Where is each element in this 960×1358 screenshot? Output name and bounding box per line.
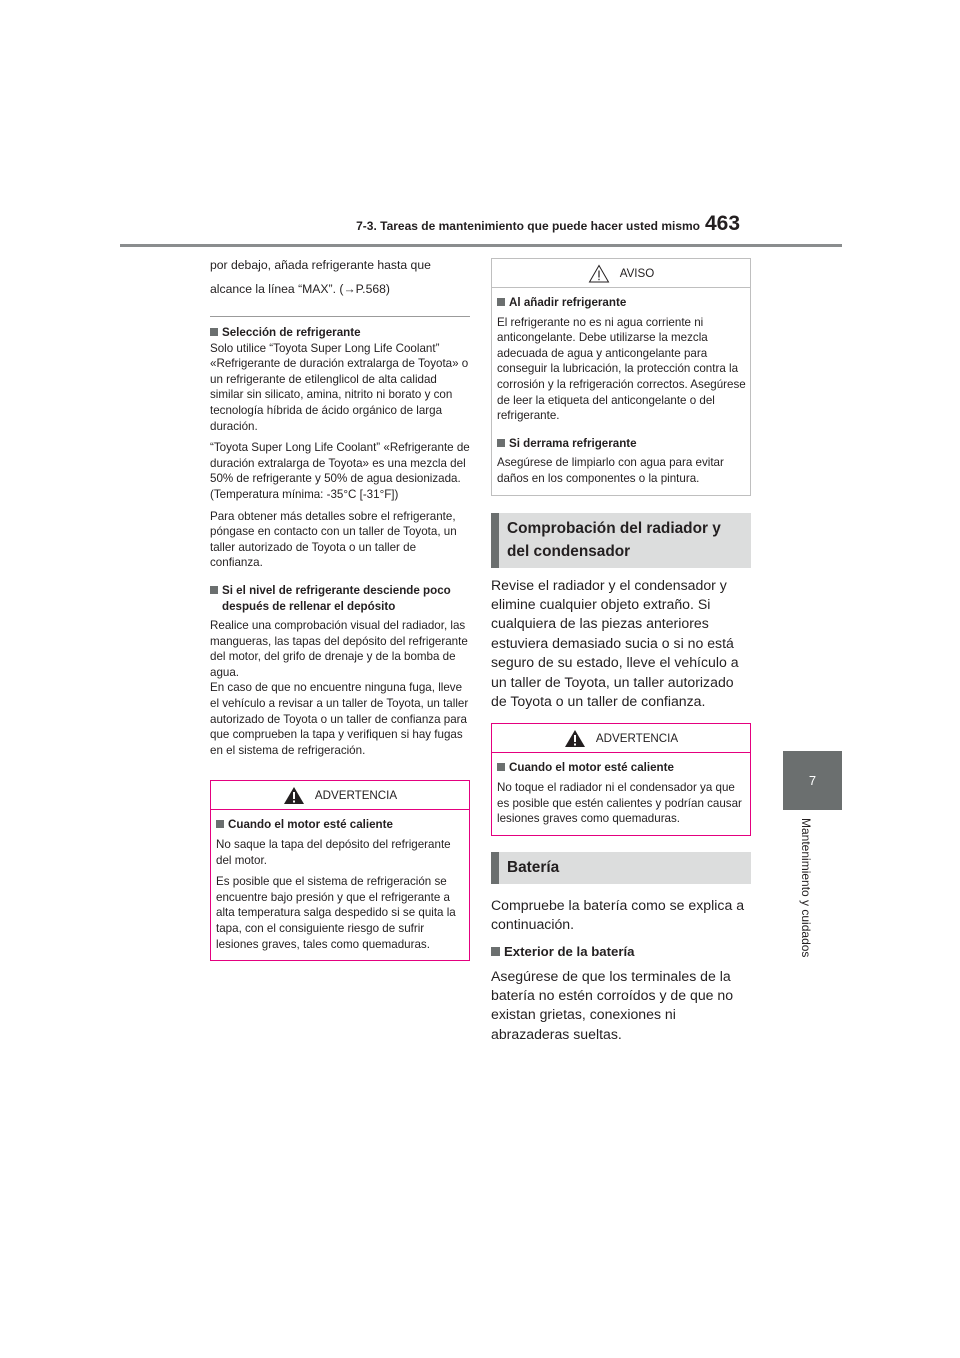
- notice-box-body: [492, 288, 750, 495]
- running-header: 7-3. Tareas de mantenimiento que puede hacer usted mismo: [356, 219, 700, 233]
- coolant-drop-heading: Si el nivel de refrigerante desciende poco después de rellenar el depósito: [210, 583, 470, 614]
- intro-line-1: por debajo, añada refrigerante hasta que: [210, 258, 431, 272]
- battery-exterior-heading: Exterior de la batería: [491, 943, 751, 961]
- notice-box: [491, 258, 751, 496]
- notice-heading-1: Al añadir refrigerante: [497, 295, 746, 311]
- warning-heading: Cuando el motor esté caliente: [216, 817, 465, 833]
- square-bullet-icon: [497, 439, 505, 447]
- chapter-side-label: Mantenimiento y cuidados: [799, 818, 813, 958]
- warning-box-body: [211, 810, 469, 960]
- notice-box-header: [492, 259, 750, 288]
- warning-box-right-body: [492, 753, 750, 834]
- right-column: [491, 258, 751, 1044]
- coolant-drop-p2: En caso de que no encuentre ninguna fuga, lleve el vehículo a revisar a un taller de Toyota, un taller autorizado de Toyota o un taller de confianza para que comprueben la tapa y verifiquen si hay fugas en el sistema de refrigeración.: [210, 681, 469, 757]
- left-column: [210, 256, 470, 961]
- square-bullet-icon: [210, 586, 218, 594]
- coolant-selection-p1: Solo utilice “Toyota Super Long Life Coolant” «Refrigerante de duración extralarga de Toyota» o un refrigerante de etilenglicol de alta calidad similar sin silicato, amina, nitrito ni borato y con tecnología híbrida de ácido orgánico de larga duración.: [210, 341, 469, 433]
- radiator-section-heading: Comprobación del radiador y del condensador: [491, 513, 751, 568]
- coolant-drop-p1: Realice una comprobación visual del radiador, las mangueras, las tapas del depósito del refrigerante del motor, del grifo de drenaje y de la bomba de agua.: [210, 619, 468, 679]
- warning-p1: No saque la tapa del depósito del refrigerante del motor.: [216, 838, 451, 867]
- square-bullet-icon: [216, 820, 224, 828]
- battery-section-heading: Batería: [491, 852, 751, 884]
- square-bullet-icon: [497, 298, 505, 306]
- battery-body: Asegúrese de que los terminales de la batería no estén corroídos y de que no existan grietas, conexiones ni abrazaderas sueltas.: [491, 967, 734, 1042]
- warning-triangle-icon: [283, 786, 305, 805]
- warning-label-right: ADVERTENCIA: [595, 731, 679, 745]
- notice-p2: Asegúrese de limpiarlo con agua para evitar daños en los componentes o la pintura.: [497, 456, 724, 485]
- coolant-selection-heading: Selección de refrigerante: [210, 325, 470, 341]
- chapter-tab: 7: [783, 751, 842, 810]
- column-divider: [210, 316, 470, 317]
- warning-triangle-icon: [564, 729, 586, 748]
- intro-line-2: alcance la línea “MAX”. (→P.568): [210, 281, 390, 296]
- warning-box: [210, 780, 470, 961]
- warning-p2: Es posible que el sistema de refrigeración se encuentre bajo presión y que el refrigerante a alta temperatura salga despedido si se quita la tapa, con el consiguiente riesgo de sufrir lesiones graves, tales como quemaduras.: [216, 875, 456, 951]
- caution-triangle-icon: [588, 264, 610, 283]
- warning-right-heading: Cuando el motor esté caliente: [497, 760, 746, 776]
- warning-label: ADVERTENCIA: [314, 788, 398, 802]
- notice-label: AVISO: [619, 266, 655, 280]
- square-bullet-icon: [497, 763, 505, 771]
- square-bullet-icon: [210, 328, 218, 336]
- warning-right-p1: No toque el radiador ni el condensador ya que es posible que estén calientes y podrían causar lesiones graves como quemaduras.: [497, 780, 742, 826]
- battery-intro: Compruebe la batería como se explica a continuación.: [491, 896, 745, 933]
- warning-box-header: [211, 781, 469, 810]
- square-bullet-icon: [491, 947, 500, 956]
- page-number: 463: [705, 212, 741, 235]
- header-rule: [120, 244, 842, 247]
- coolant-selection-p2: “Toyota Super Long Life Coolant” «Refrigerante de duración extralarga de Toyota» es una mezcla del 50% de refrigerante y 50% de agua desionizada. (Temperatura mínima: -35°C [-31°F]): [210, 441, 470, 501]
- coolant-selection-p3: Para obtener más detalles sobre el refrigerante, póngase en contacto con un taller de Toyota, un taller autorizado de Toyota o un taller de confianza.: [210, 509, 457, 570]
- notice-heading-2: Si derrama refrigerante: [497, 436, 746, 452]
- radiator-body: Revise el radiador y el condensador y elimine cualquier objeto extraño. Si cualquiera de las piezas anteriores estuviera demasiado sucia o si no está seguro de su estado, lleve el vehículo a un taller de Toyota, un taller autorizado de Toyota o un taller de confianza.: [491, 576, 739, 709]
- warning-box-right-header: [492, 724, 750, 753]
- warning-box-right: [491, 723, 751, 835]
- notice-p1: El refrigerante no es ni agua corriente ni anticongelante. Debe utilizarse la mezcla adecuada de agua y anticongelante para conseguir la lubricación, la protección contra la corrosión y la refrigeración correctos. Asegúrese de leer la etiqueta del anticongelante o del refrigerante.: [497, 315, 746, 423]
